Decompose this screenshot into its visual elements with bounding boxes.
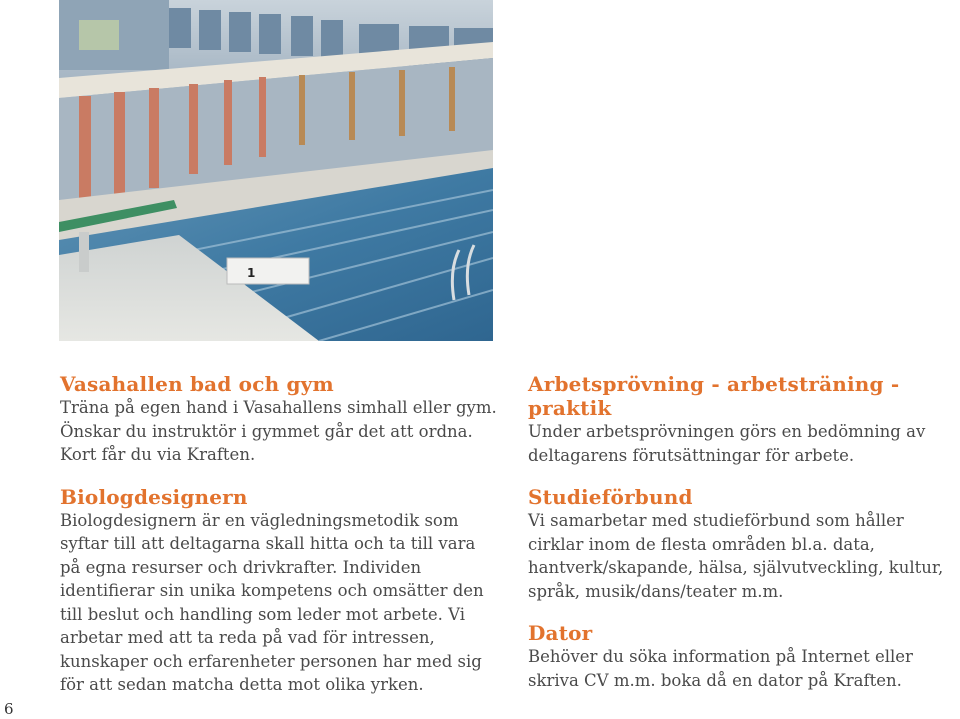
section-heading: Dator (528, 621, 593, 645)
section-studieforbund (528, 485, 958, 603)
section-body: Under arbetsprövningen görs en bedömning av deltagarens förutsättningar för arbete. (528, 422, 926, 465)
section-heading: Biologdesignern (60, 484, 248, 509)
section-heading: Arbetsprövning - arbetsträning - praktik (528, 372, 900, 420)
svg-text:1: 1 (247, 266, 256, 280)
left-column (60, 372, 500, 715)
section-heading: Studieförbund (528, 485, 693, 509)
pool-hall-photo (59, 0, 493, 341)
section-vasahallen (60, 372, 500, 467)
section-biologdesignern (60, 485, 500, 697)
section-dator (528, 621, 958, 692)
page-number: 6 (4, 700, 14, 718)
section-arbetsprovning (528, 372, 958, 467)
section-heading: Vasahallen bad och gym (60, 372, 334, 396)
section-body: Biologdesignern är en vägledningsmetodik som syftar till att deltagarna skall hitta och ta till vara på egna resurser och drivkrafter. Individen identifierar sin unika kompetens och omsätter den till beslut och handling som leder mot arbete. Vi arbetar med att ta reda på vad för intressen, kunskaper och erfarenheter personen har med sig för att sedan matcha detta mot olika yrken. (60, 510, 484, 694)
section-body: Behöver du söka information på Internet eller skriva CV m.m. boka då en dator på Kraften. (528, 647, 913, 690)
section-body: Vi samarbetar med studieförbund som håller cirklar inom de flesta områden bl.a. data, hantverk/skapande, hälsa, självutveckling, kultur, språk, musik/dans/teater m.m. (528, 511, 944, 601)
section-body: Träna på egen hand i Vasahallens simhall eller gym. Önskar du instruktör i gymmet går det att ordna. Kort får du via Kraften. (60, 398, 497, 464)
right-column (528, 372, 958, 710)
